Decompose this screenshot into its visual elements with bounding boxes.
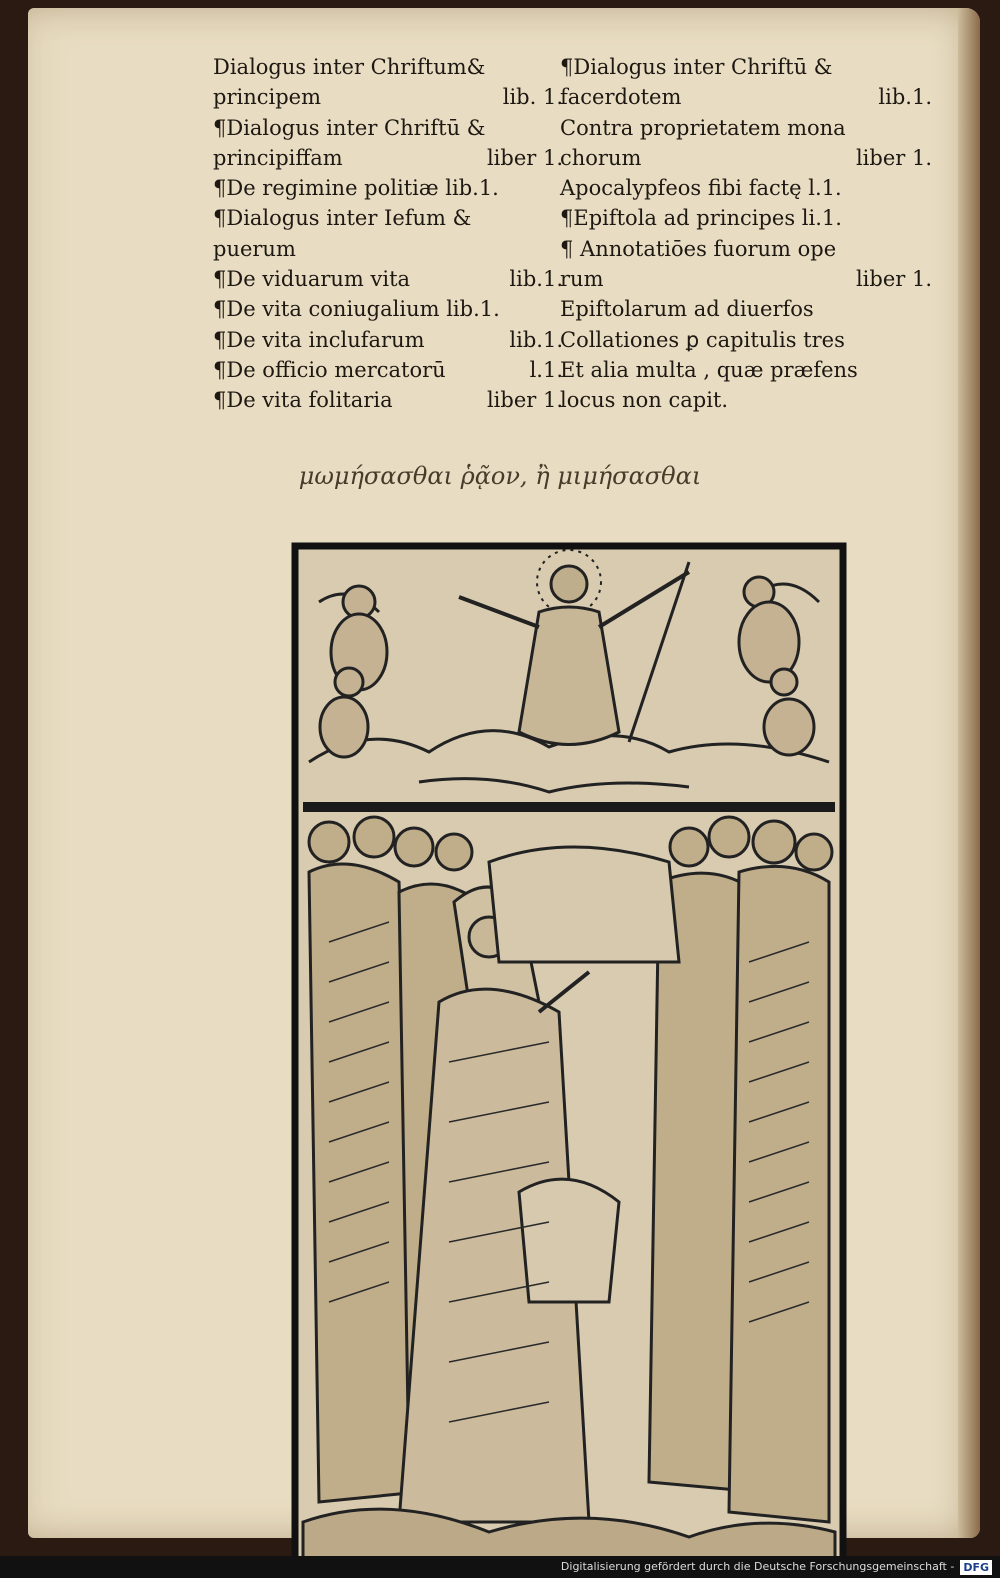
line-text: ¶Dialogus inter Chriftū &: [560, 55, 833, 79]
line-text: ¶De regimine politiæ lib.1.: [213, 176, 499, 201]
handwritten-motto: μωμήσασθαι ῥᾷον, ἢ μιμήσασθαι: [298, 462, 702, 490]
text-line: [560, 234, 932, 264]
text-line: [560, 355, 932, 385]
text-line: [213, 52, 563, 82]
text-line: [560, 82, 932, 112]
line-text: rum: [560, 267, 604, 292]
line-text: chorum: [560, 145, 642, 170]
line-text: ¶De vita folitaria: [213, 388, 393, 413]
line-book-count: lib.1.: [509, 327, 563, 352]
line-text: ¶De vita inclufarum: [213, 327, 425, 352]
line-book-count: l.1.: [529, 357, 563, 382]
text-line: [213, 385, 563, 415]
line-book-count: lib. 1.: [502, 85, 563, 110]
text-line: [213, 82, 563, 112]
footer-text: Digitalisierung gefördert durch die Deutsche Forschungsgemeinschaft -: [560, 1560, 955, 1573]
text-line: [560, 385, 932, 415]
line-text: principiffam: [213, 145, 343, 170]
line-text: Collationes ꝑ capitulis tres: [560, 327, 845, 352]
line-book-count: liber 1.: [855, 267, 932, 292]
left-text-column: [213, 52, 563, 416]
right-text-column: [560, 52, 932, 416]
line-text: Epiftolarum ad diuerfos: [560, 297, 814, 322]
text-line: [560, 264, 932, 294]
text-line: [560, 294, 932, 324]
text-line: [213, 234, 563, 264]
text-line: [213, 113, 563, 143]
line-text: Dialogus inter Chriftum&: [213, 55, 486, 79]
text-line: [560, 113, 932, 143]
line-text: locus non capit.: [560, 388, 729, 413]
line-text: ¶De viduarum vita: [213, 267, 411, 292]
text-line: [213, 264, 563, 294]
text-line: [560, 173, 932, 203]
footer-bar: [0, 1556, 1000, 1578]
text-line: [560, 325, 932, 355]
dfg-logo: DFG: [960, 1560, 992, 1575]
line-book-count: lib.1.: [878, 85, 932, 110]
text-line: [213, 325, 563, 355]
text-line: [213, 203, 563, 233]
line-text: principem: [213, 85, 321, 110]
line-text: ¶De officio mercatorū: [213, 357, 446, 382]
woodcut-illustration: [289, 542, 849, 1574]
line-text: Apocalypfeos fibi factę l.1.: [560, 176, 842, 201]
line-text: Et alia multa , quæ præfens: [560, 357, 858, 382]
text-line: [213, 355, 563, 385]
text-line: [560, 203, 932, 233]
text-line: [213, 143, 563, 173]
text-line: [213, 173, 563, 203]
text-line: [560, 52, 932, 82]
text-line: [213, 294, 563, 324]
line-text: ¶De vita coniugalium lib.1.: [213, 297, 500, 322]
line-book-count: liber 1.: [855, 145, 932, 170]
line-book-count: liber 1.: [486, 145, 563, 170]
line-text: facerdotem: [560, 85, 682, 110]
line-text: ¶ Annotatiōes fuorum ope: [560, 236, 837, 261]
line-book-count: lib.1.: [509, 267, 563, 292]
page-edge: [958, 8, 980, 1538]
text-line: [560, 143, 932, 173]
line-text: ¶Dialogus inter Iefum &: [213, 206, 472, 231]
line-text: Contra proprietatem mona: [560, 115, 846, 140]
line-text: ¶Dialogus inter Chriftū &: [213, 115, 486, 140]
line-text: puerum: [213, 236, 296, 261]
line-text: ¶Epiftola ad principes li.1.: [560, 206, 842, 231]
line-book-count: liber 1.: [486, 388, 563, 413]
